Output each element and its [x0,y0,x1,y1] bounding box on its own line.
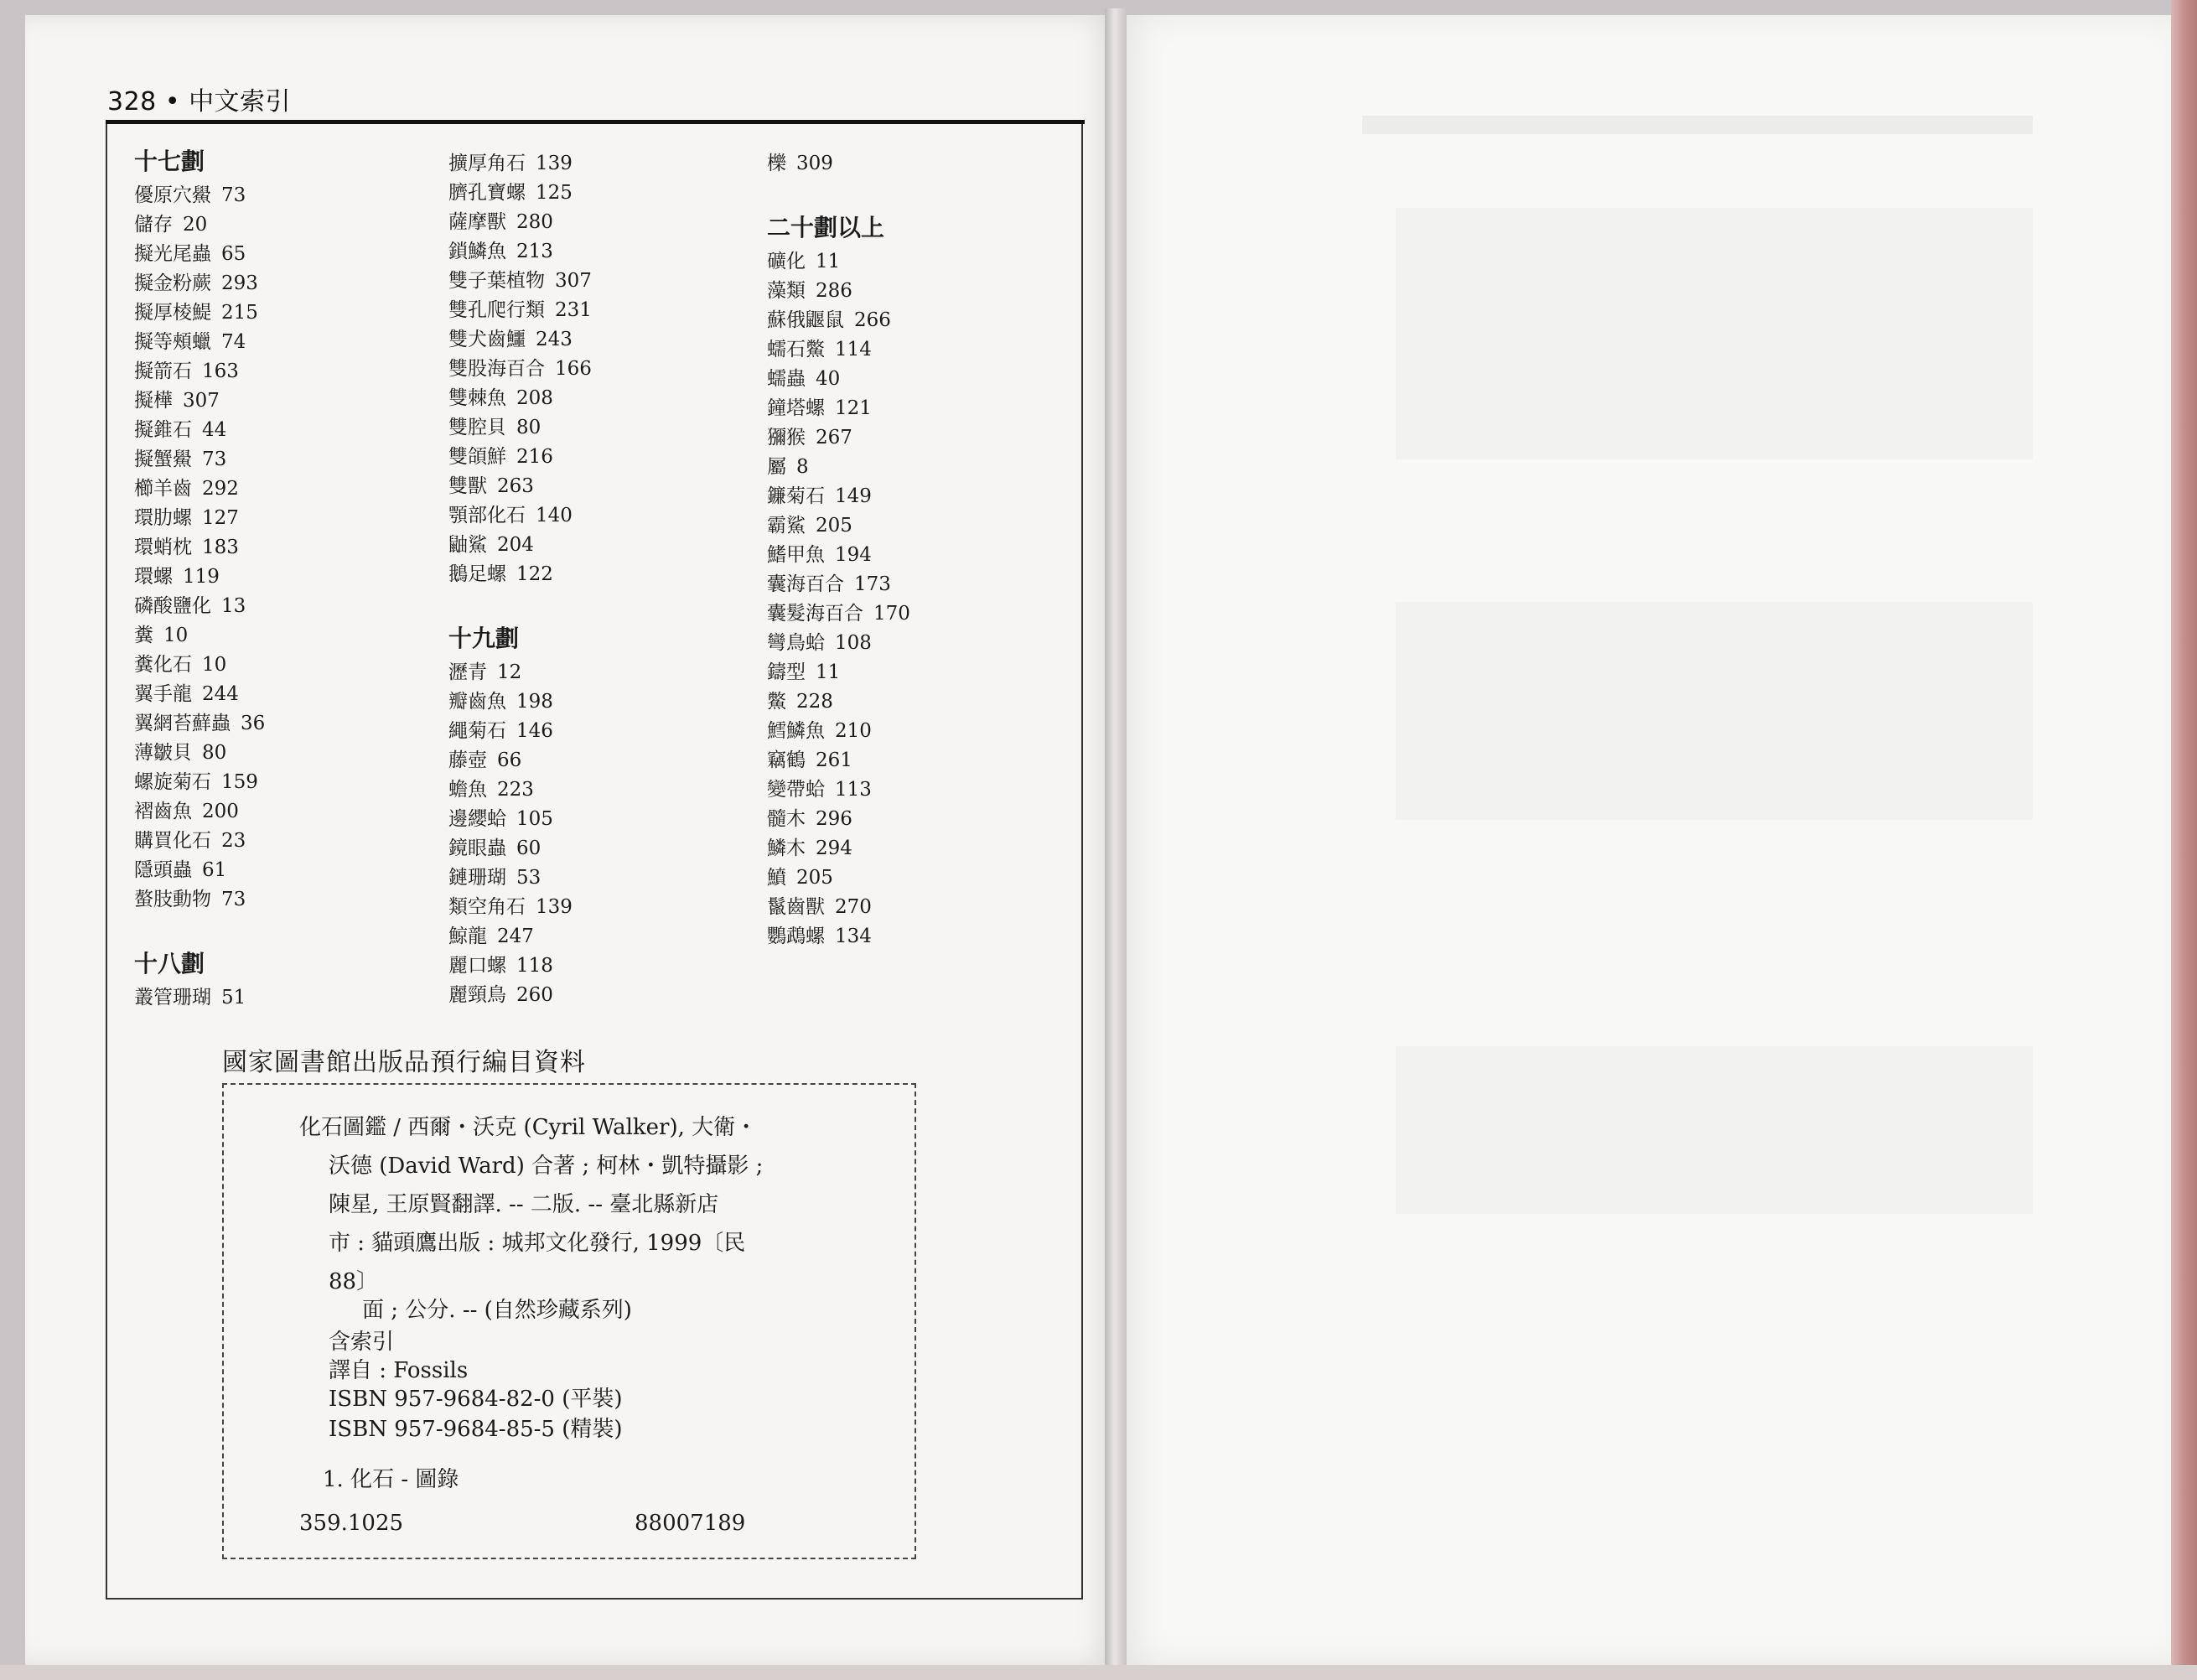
index-term: 糞化石 [134,654,192,676]
index-page-number: 173 [854,573,891,595]
index-term: 麗頸鳥 [448,984,506,1006]
index-entry [448,355,592,384]
index-page-number: 280 [516,211,553,233]
index-entry [767,365,910,394]
index-page-number: 243 [536,329,573,350]
index-term: 蘇俄鼴鼠 [767,309,844,331]
index-entry [448,208,592,237]
index-term: 環蛸枕 [134,537,192,558]
index-entry [767,394,910,423]
index-page-number: 113 [835,779,872,801]
index-term: 螯肢動物 [134,889,211,910]
index-page-number: 266 [854,309,891,331]
index-term: 繩菊石 [448,720,506,742]
index-entry [767,687,910,717]
index-entry [767,746,910,775]
cip-line: 沃德 (David Ward) 合著 ; 柯林・凱特攝影 ; [329,1154,764,1179]
index-term: 鱈鱗魚 [767,720,825,742]
index-entry [134,269,265,298]
index-entry [448,501,592,531]
index-term: 髓木 [767,808,806,830]
index-page-number: 309 [796,153,833,174]
right-page-blank [1119,15,2171,1665]
index-entry [767,658,910,687]
index-term: 擬蟹鱟 [134,449,192,470]
index-term: 雙犬齒鱷 [448,329,526,350]
index-term: 鏡眼蟲 [448,837,506,859]
index-entry [448,149,592,179]
index-page-number: 125 [536,182,573,204]
index-page-number: 13 [221,595,246,617]
index-entry [448,237,592,267]
index-term: 購買化石 [134,830,211,852]
index-term: 擬箭石 [134,360,192,382]
index-term: 鵝足螺 [448,563,506,585]
index-page-number: 215 [221,302,258,324]
index-page-number: 10 [202,654,227,676]
index-page-number: 228 [796,691,833,713]
index-page-number: 114 [835,339,872,360]
index-entry [448,922,592,951]
index-term: 霸鯊 [767,515,806,537]
index-term: 叢管珊瑚 [134,987,211,1009]
index-entry [134,328,265,357]
index-term: 薄皺貝 [134,742,192,764]
index-page-number: 260 [516,984,553,1006]
index-page-number: 261 [816,749,852,771]
cip-title: 國家圖書館出版品預行編目資料 [222,1048,586,1077]
index-entry [767,893,910,922]
index-entry [767,453,910,482]
index-entry [767,306,910,335]
index-entry [134,240,265,269]
index-entry [448,413,592,443]
index-term: 翼手龍 [134,683,192,705]
index-page-number: 121 [835,397,872,419]
index-entry [134,298,265,328]
index-page-number: 8 [796,456,809,478]
index-page-number: 140 [536,505,573,526]
cip-line: 88〕 [329,1269,379,1294]
index-page-number: 307 [555,270,592,292]
index-entry [448,443,592,472]
index-page-number: 270 [835,896,872,918]
index-entry [448,325,592,355]
header-bullet: • [164,87,181,117]
index-page-number: 210 [835,720,872,742]
index-page-number: 73 [202,449,227,470]
index-page-number: 119 [183,566,220,588]
index-term: 擬光尾蟲 [134,243,211,265]
index-entry [134,621,265,651]
index-page-number: 73 [221,889,246,910]
index-page-number: 65 [221,243,246,265]
index-page-number: 244 [202,683,239,705]
index-page-number: 108 [835,632,872,654]
stroke-count-heading: 二十劃以上 [767,214,885,241]
index-term: 鐮菊石 [767,485,825,507]
index-page-number: 11 [816,661,841,683]
index-term: 櫛羊齒 [134,478,192,500]
index-entry [767,423,910,453]
index-entry [767,922,910,951]
index-page-number: 40 [816,368,841,390]
index-term: 薩摩獸 [448,211,506,233]
index-entry [134,445,265,474]
index-entry [448,717,592,746]
index-page-number: 61 [202,859,227,881]
index-page-number: 139 [536,896,573,918]
index-entry [767,717,910,746]
index-page-number: 194 [835,544,872,566]
index-entry [134,504,265,533]
index-entry [767,247,910,277]
index-entry [134,533,265,563]
index-term: 雙棘魚 [448,387,506,409]
index-entry [448,863,592,893]
index-term: 雙孔爬行類 [448,299,545,321]
index-page-number: 183 [202,537,239,558]
index-term: 囊海百合 [767,573,844,595]
index-column-3 [767,149,910,951]
index-page-number: 163 [202,360,239,382]
index-entry [134,651,265,680]
cip-line: 市 : 貓頭鷹出版 : 城邦文化發行, 1999〔民 [329,1231,746,1256]
index-term: 蠕石鱉 [767,339,825,360]
index-entry [448,746,592,775]
index-page-number: 11 [816,251,841,272]
index-page-number: 307 [183,390,220,412]
index-entry [448,472,592,501]
index-page-number: 122 [516,563,553,585]
index-term: 翼網苔蘚蟲 [134,713,231,734]
index-term: 屬 [767,456,786,478]
index-entry [134,709,265,739]
index-term: 擬錐石 [134,419,192,441]
cover-edge [2171,0,2197,1680]
index-entry [448,531,592,560]
index-page-number: 36 [241,713,266,734]
index-term: 鱉 [767,691,786,713]
index-term: 瓣齒魚 [448,691,506,713]
cip-line: 譯自 : Fossils [329,1358,469,1383]
cover-edge-bottom [0,1665,2197,1680]
index-term: 鱝 [767,867,786,889]
book-spine [1105,8,1127,1672]
index-term: 類空角石 [448,896,526,918]
index-term: 蠕蟲 [767,368,806,390]
index-term: 雙腔貝 [448,417,506,438]
index-page-number: 23 [221,830,246,852]
index-page-number: 80 [516,417,541,438]
cip-line: 面 ; 公分. -- (自然珍藏系列) [362,1298,632,1323]
index-term: 竊鶴 [767,749,806,771]
index-entry [767,629,910,658]
index-term: 擬厚棱鯷 [134,302,211,324]
index-entry [767,805,910,834]
index-term: 獼猴 [767,427,806,449]
index-term: 鯨龍 [448,926,487,947]
cip-line: 含索引 [329,1330,395,1355]
index-term: 雙子葉植物 [448,270,545,292]
index-term: 臍孔寶螺 [448,182,526,204]
index-term: 變帶蛤 [767,779,825,801]
index-page-number: 263 [497,475,534,497]
section-gap [134,915,265,946]
cip-line: 化石圖鑑 / 西爾・沃克 (Cyril Walker), 大衛・ [299,1115,758,1140]
index-entry [448,805,592,834]
index-page-number: 198 [516,691,553,713]
index-page-number: 74 [221,331,246,353]
index-entry [448,384,592,413]
index-page-number: 293 [221,272,258,294]
index-page-number: 118 [516,955,553,977]
index-entry [767,599,910,629]
section-gap [767,179,910,210]
index-term: 環螺 [134,566,173,588]
index-entry [134,827,265,856]
stroke-count-heading: 十七劃 [134,148,205,175]
index-column-2 [448,149,592,1010]
index-term: 環肋螺 [134,507,192,529]
running-header [107,80,291,117]
index-entry [134,797,265,827]
index-entry [448,775,592,805]
index-page-number: 60 [516,837,541,859]
index-entry [134,983,265,1013]
index-term: 褶齒魚 [134,801,192,822]
index-page-number: 12 [497,661,522,683]
index-term: 磷酸鹽化 [134,595,211,617]
index-page-number: 44 [202,419,227,441]
index-term: 藤壺 [448,749,487,771]
index-entry [134,181,265,210]
index-term: 彎鳥蛤 [767,632,825,654]
index-term: 鏈珊瑚 [448,867,506,889]
index-entry [767,277,910,306]
index-term: 礦化 [767,251,806,272]
page-number: 328 [107,87,157,117]
index-page-number: 134 [835,926,872,947]
index-entry [134,856,265,885]
index-page-number: 139 [536,153,573,174]
index-entry [134,563,265,592]
index-term: 藻類 [767,280,806,302]
index-term: 雙獸 [448,475,487,497]
index-entry [134,210,265,240]
index-term: 隱頭蟲 [134,859,192,881]
index-term: 顎部化石 [448,505,526,526]
index-term: 鸚鵡螺 [767,926,825,947]
index-term: 蟾魚 [448,779,487,801]
index-term: 鼬鯊 [448,534,487,556]
index-page-number: 286 [816,280,852,302]
cip-class-number: 359.1025 [299,1511,404,1536]
index-entry [448,834,592,863]
index-entry [767,863,910,893]
cip-line: 1. 化石 - 圖錄 [323,1467,459,1492]
index-page-number: 247 [497,926,534,947]
index-page-number: 205 [816,515,852,537]
cip-record-number: 88007189 [635,1511,746,1536]
index-entry [134,739,265,768]
index-column-1 [134,144,265,1013]
index-page-number: 208 [516,387,553,409]
cip-line: 陳星, 王原賢翻譯. -- 二版. -- 臺北縣新店 [329,1192,719,1217]
index-term: 儲存 [134,214,173,236]
stroke-count-heading: 十八劃 [134,950,205,977]
index-entry [767,570,910,599]
index-entry [448,296,592,325]
index-term: 鱗木 [767,837,806,859]
index-page-number: 292 [202,478,239,500]
index-page-number: 20 [183,214,208,236]
index-term: 邊纓蛤 [448,808,506,830]
cip-line: ISBN 957-9684-82-0 (平裝) [329,1387,623,1412]
index-term: 囊髮海百合 [767,603,863,625]
index-page-number: 53 [516,867,541,889]
index-entry [448,267,592,296]
index-term: 瀝青 [448,661,487,683]
stroke-count-heading: 十九劃 [448,625,520,652]
index-page-number: 231 [555,299,592,321]
index-entry [134,592,265,621]
index-page-number: 80 [202,742,227,764]
index-term: 櫟 [767,153,786,174]
index-entry [134,885,265,915]
index-entry [767,541,910,570]
index-page-number: 223 [497,779,534,801]
index-entry [767,149,910,179]
index-term: 螺旋菊石 [134,771,211,793]
index-page-number: 166 [555,358,592,380]
index-entry [448,179,592,208]
cip-line: ISBN 957-9684-85-5 (精裝) [329,1417,623,1442]
index-entry [448,687,592,717]
index-page-number: 213 [516,241,553,262]
index-page-number: 66 [497,749,522,771]
index-term: 鎖鱗魚 [448,241,506,262]
index-term: 擴厚角石 [448,153,526,174]
index-page-number: 294 [816,837,852,859]
index-page-number: 73 [221,184,246,206]
index-entry [134,357,265,386]
index-entry [767,482,910,511]
index-entry [448,893,592,922]
index-term: 鰭甲魚 [767,544,825,566]
section-title: 中文索引 [189,87,292,117]
index-page-number: 105 [516,808,553,830]
index-page-number: 170 [873,603,910,625]
index-term: 鐘塔螺 [767,397,825,419]
section-gap [448,589,592,621]
index-entry [134,680,265,709]
index-page-number: 146 [516,720,553,742]
index-page-number: 127 [202,507,239,529]
index-term: 麗口螺 [448,955,506,977]
index-entry [134,474,265,504]
index-page-number: 296 [816,808,852,830]
index-term: 雙股海百合 [448,358,545,380]
index-term: 鑄型 [767,661,806,683]
index-term: 擬金粉蕨 [134,272,211,294]
index-page-number: 205 [796,867,833,889]
index-entry [767,775,910,805]
cip-record-box [222,1083,916,1559]
index-page-number: 10 [163,625,189,646]
index-entry [134,386,265,416]
index-entry [448,658,592,687]
index-entry [448,951,592,981]
index-entry [134,416,265,445]
index-page-number: 159 [221,771,258,793]
index-entry [134,768,265,797]
index-page-number: 204 [497,534,534,556]
index-term: 擬等頰蠟 [134,331,211,353]
index-entry [448,981,592,1010]
index-term: 擬樺 [134,390,173,412]
index-page-number: 200 [202,801,239,822]
index-term: 鬣齒獸 [767,896,825,918]
index-entry [767,834,910,863]
index-entry [448,560,592,589]
index-entry [767,335,910,365]
index-term: 優原穴鱟 [134,184,211,206]
index-term: 糞 [134,625,153,646]
index-page-number: 51 [221,987,246,1009]
index-page-number: 267 [816,427,852,449]
index-page-number: 149 [835,485,872,507]
index-term: 雙頜鮮 [448,446,506,468]
index-entry [767,511,910,541]
index-page-number: 216 [516,446,553,468]
